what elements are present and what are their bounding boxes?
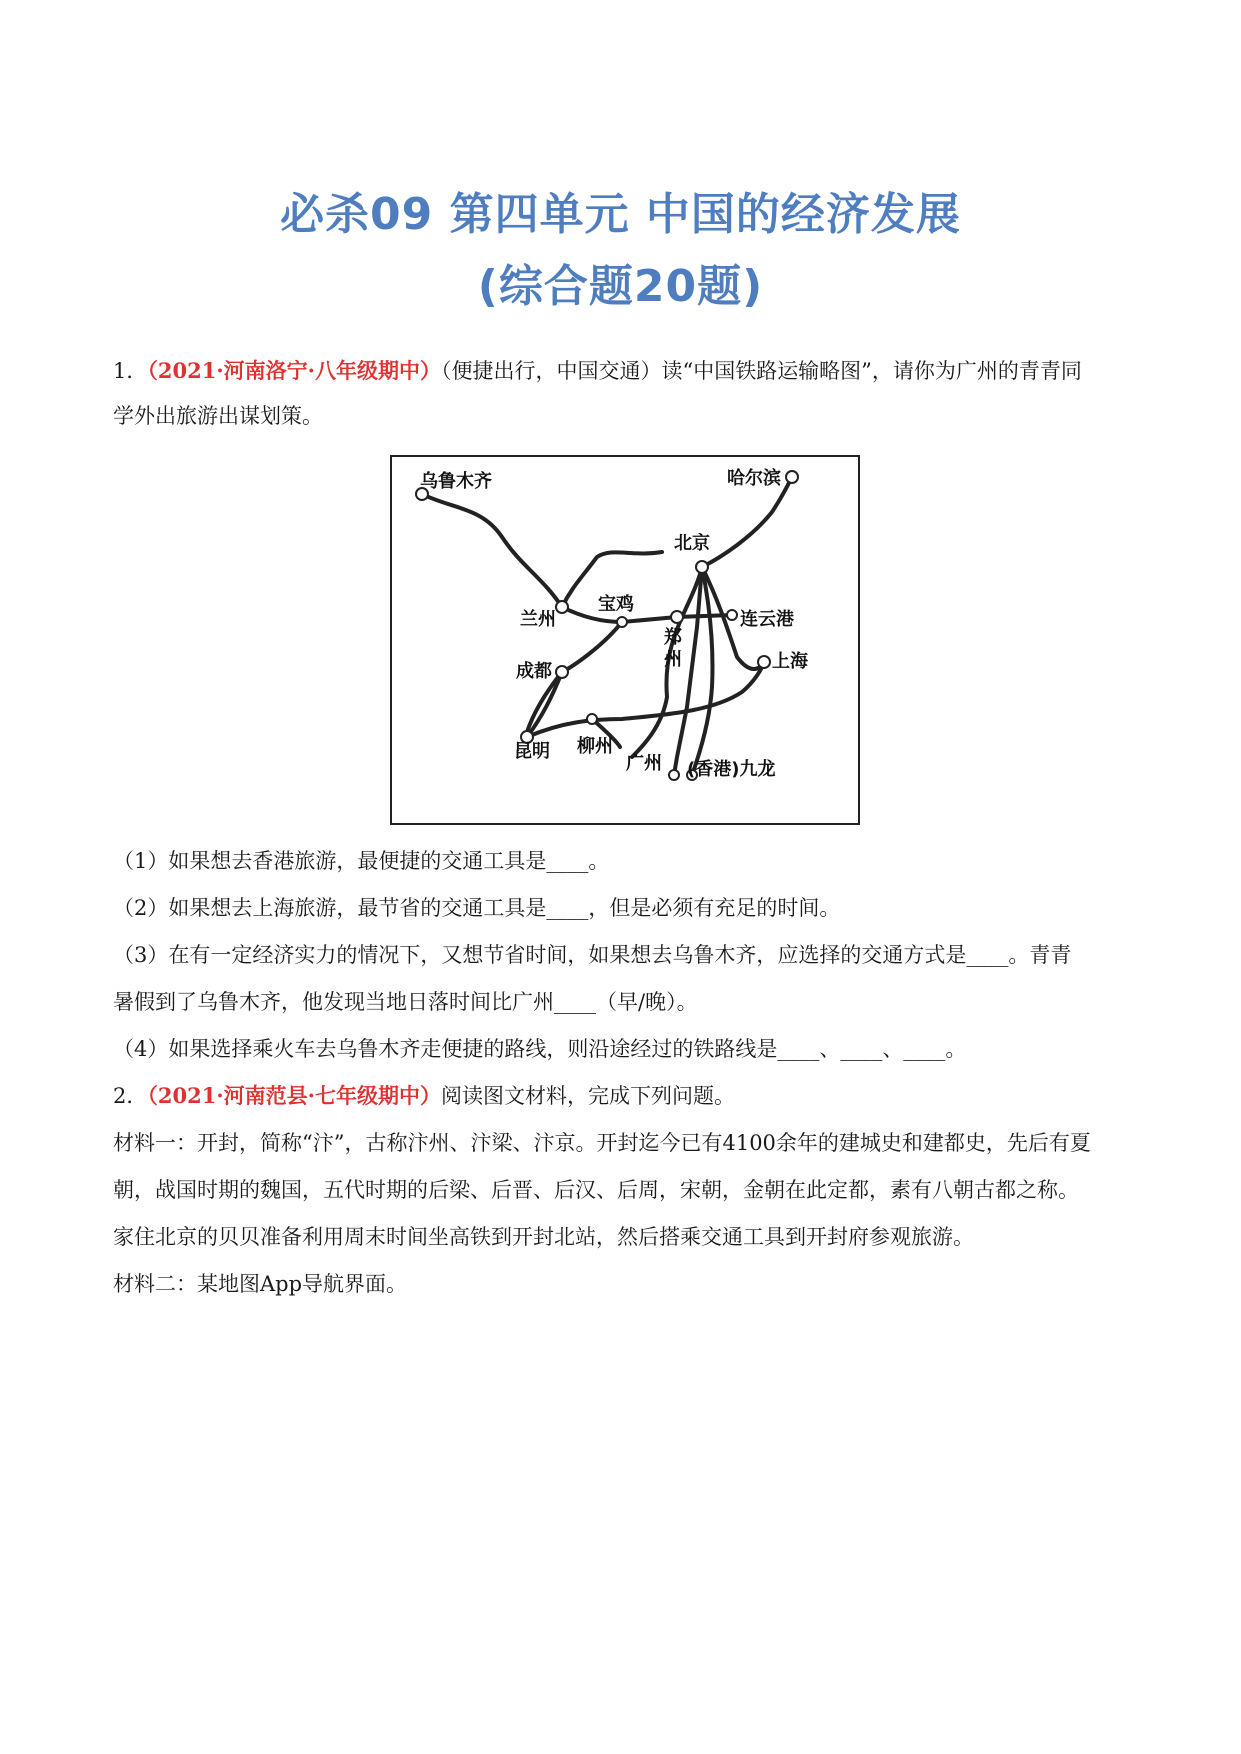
city-label-urumqi: 乌鲁木齐 [420,471,492,492]
q1-sub3b: 暑假到了乌鲁木齐，他发现当地日落时间比广州____（早/晚）。 [113,990,698,1014]
line-lanxin [422,494,562,607]
city-label-lanzhou: 兰州 [520,609,556,630]
q1-sub1: （1）如果想去香港旅游，最便捷的交通工具是____。 [113,849,610,873]
q2-material2: 材料二：某地图App导航界面。 [113,1272,408,1296]
city-label-zhengzhou-1: 郑 [664,627,682,648]
q1-source: （2021·河南洛宁·八年级期中） [147,358,441,383]
city-label-harbin: 哈尔滨 [727,468,781,489]
city-label-beijing: 北京 [674,533,710,554]
city-dot-harbin [786,471,798,483]
q1-stem-a: （便捷出行，中国交通）读“中国铁路运输略图”，请你为广州的青青同 [440,359,1082,383]
line-jingjiu [692,567,713,775]
city-label-chengdu: 成都 [516,661,552,682]
city-dot-chengdu [556,666,568,678]
city-label-kunming: 昆明 [514,741,550,762]
page-subtitle: (综合题20题) [477,261,764,312]
q2-stem-text: 阅读图文材料，完成下列问题。 [440,1084,735,1108]
city-label-zhengzhou-2: 州 [664,649,682,670]
q1-stem [113,356,1133,386]
line-jingguang [674,567,702,775]
city-dot-guangzhou [669,770,679,780]
q1-sub2: （2）如果想去上海旅游，最节省的交通工具是____，但是必须有充足的时间。 [113,896,841,920]
q2-material1-c: 家住北京的贝贝准备利用周末时间坐高铁到开封北站，然后搭乘交通工具到开封府参观旅游。 [113,1225,974,1249]
city-label-liuzhou: 柳州 [577,736,613,757]
q1-number: 1． [113,359,148,383]
city-dot-zhengzhou [671,611,683,623]
page-title: 必杀09 第四单元 中国的经济发展 [280,189,961,240]
q2-source: （2021·河南范县·七年级期中） [147,1083,441,1108]
city-dot-baoji [617,617,627,627]
q2-material1-a: 材料一：开封，简称“汴”，古称汴州、汴梁、汴京。开封迄今已有4100余年的建城史和建都史，先后有夏 [113,1131,1091,1155]
city-dot-lianyungang [727,610,737,620]
city-label-kowloon: (香港)九龙 [687,759,776,780]
city-dot-beijing [696,561,708,573]
q1-sub4: （4）如果选择乘火车去乌鲁木齐走便捷的路线，则沿途经过的铁路线是____、____、____。 [113,1037,967,1061]
city-dot-lanzhou [556,601,568,613]
line-jingha [702,477,792,567]
city-label-baoji: 宝鸡 [598,594,634,615]
q2-stem [113,1081,1133,1111]
q1-sub3a: （3）在有一定经济实力的情况下，又想节省时间，如果想去乌鲁木齐，应选择的交通方式是____。青青 [113,943,1072,967]
city-label-guangzhou: 广州 [626,753,662,774]
q1-stem-b: 学外出旅游出谋划策。 [113,404,323,428]
city-dot-liuzhou [587,714,597,724]
q2-material1-b: 朝，战国时期的魏国，五代时期的后梁、后晋、后汉、后周，宋朝，金朝在此定都，素有八朝古都之称。 [113,1178,1079,1202]
city-label-lianyungang: 连云港 [740,609,794,630]
q2-number: 2． [113,1084,148,1108]
city-label-shanghai: 上海 [772,651,808,672]
city-dot-shanghai [758,656,770,668]
railway-map-svg [392,457,858,823]
railway-map [390,455,860,825]
